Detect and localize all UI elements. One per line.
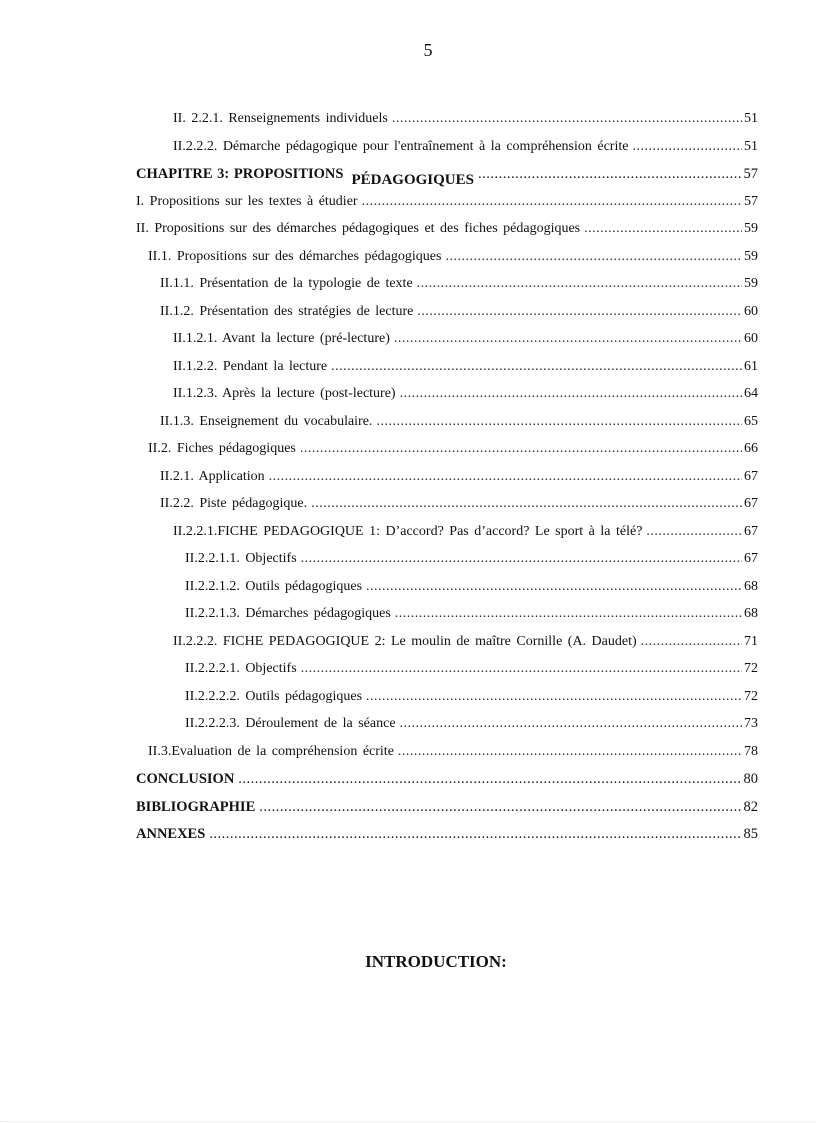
- toc-dot-leader: [646, 524, 742, 540]
- toc-dot-leader: [641, 634, 742, 650]
- toc-entry-title: II.2.2.2. Démarche pédagogique pour l'entraînement à la compréhension écrite: [173, 138, 629, 154]
- toc-entry: [136, 304, 758, 332]
- toc-entry: [136, 744, 758, 772]
- toc-entry-title: II.1.1. Présentation de la typologie de texte: [160, 276, 413, 291]
- toc-entry-page-number: 59: [744, 276, 758, 291]
- toc-entry: [136, 469, 758, 497]
- toc-entry-title: CHAPITRE 3: PROPOSITIONS: [136, 166, 344, 182]
- toc-dot-leader: [362, 194, 742, 210]
- toc-dot-leader: [417, 304, 742, 320]
- toc-entry: [136, 194, 758, 222]
- toc-dot-leader: [300, 441, 742, 457]
- toc-entry-page-number: 60: [744, 331, 758, 346]
- page-number: 5: [423, 40, 433, 60]
- toc-dot-leader: [395, 606, 742, 622]
- toc-entry: [136, 359, 758, 387]
- toc-dot-leader: [398, 744, 742, 760]
- toc-entry: [136, 496, 758, 524]
- toc-entry: [136, 441, 758, 469]
- toc-entry: [136, 139, 758, 167]
- toc-entry: [136, 634, 758, 662]
- toc-entry-page-number: 57: [744, 193, 758, 209]
- toc-entry: [136, 661, 758, 689]
- toc-dot-leader: [366, 579, 742, 595]
- toc-dot-leader: [209, 826, 741, 843]
- toc-entry-page-number: 80: [743, 771, 758, 787]
- toc-entry-page-number: 59: [744, 221, 758, 236]
- toc-entry-title: II.2.2.1.3. Démarches pédagogiques: [185, 606, 391, 621]
- toc-entry: [136, 386, 758, 414]
- toc-entry: [136, 276, 758, 304]
- toc-dot-leader: [400, 386, 742, 402]
- toc-entry-title: II. 2.2.1. Renseignements individuels: [173, 111, 388, 126]
- toc-entry-page-number: 59: [744, 248, 758, 264]
- toc-dot-leader: [394, 331, 742, 347]
- toc-dot-leader: [269, 469, 742, 485]
- toc-entry-title: II.1.2. Présentation des stratégies de lecture: [160, 303, 414, 319]
- toc-entry-page-number: 51: [744, 138, 758, 154]
- toc-entry-title: II.1.2.2. Pendant la lecture: [173, 358, 328, 374]
- toc-entry-title: II.2.2.1.2. Outils pédagogiques: [185, 578, 363, 594]
- toc-entry-title: II.1.3. Enseignement du vocabulaire.: [160, 413, 373, 429]
- toc-entry-title: II.1.2.3. Après la lecture (post-lecture): [173, 386, 396, 401]
- toc-entry-title: II.2.2.1.FICHE PEDAGOGIQUE 1: D’accord? Pas d’accord? Le sport à la télé?: [173, 523, 643, 539]
- toc-entry-title: II. Propositions sur des démarches pédagogiques et des fiches pédagogiques: [136, 221, 581, 236]
- toc-entry-page-number: 72: [744, 688, 758, 704]
- toc-dot-leader: [301, 661, 742, 677]
- toc-entry: [136, 249, 758, 277]
- toc-entry-title: I. Propositions sur les textes à étudier: [136, 193, 358, 209]
- toc-dot-leader: [331, 359, 742, 375]
- toc-entry: [136, 111, 758, 139]
- toc-dot-leader: [445, 249, 742, 265]
- toc-entry-title: II.2.2. Piste pédagogique.: [160, 496, 308, 511]
- toc-entry-page-number: 68: [744, 606, 758, 621]
- toc-entry-page-number: 51: [744, 111, 758, 126]
- toc-entry: [136, 606, 758, 634]
- toc-entry: [136, 331, 758, 359]
- toc-entry-page-number: 82: [743, 798, 758, 815]
- page-bottom-divider: [0, 1121, 816, 1122]
- toc-entry-title: II.2.2.1.1. Objectifs: [185, 551, 297, 566]
- toc-entry-page-number: 60: [744, 303, 758, 319]
- toc-entry: [136, 579, 758, 607]
- toc-entry-title: ANNEXES: [136, 826, 206, 842]
- toc-entry-page-number: 67: [744, 523, 758, 539]
- toc-entry-page-number: 66: [744, 441, 758, 456]
- toc-entry-page-number: 71: [744, 633, 758, 649]
- toc-entry: [136, 826, 758, 854]
- toc-entry: [136, 166, 758, 194]
- toc-entry-page-number: 78: [744, 743, 758, 759]
- toc-entry-page-number: 67: [744, 551, 758, 566]
- toc-entry-page-number: 85: [743, 826, 758, 842]
- toc-dot-leader: [376, 414, 742, 430]
- toc-entry-title: II.2.2.2.1. Objectifs: [185, 661, 297, 676]
- toc-dot-leader: [311, 496, 742, 512]
- toc-entry: [136, 414, 758, 442]
- toc-dot-leader: [259, 799, 741, 816]
- toc-dot-leader: [478, 166, 742, 183]
- toc-entry-title: II.1.2.1. Avant la lecture (pré-lecture): [173, 331, 390, 346]
- toc-dot-leader: [632, 139, 742, 155]
- toc-dot-leader: [238, 771, 741, 788]
- toc-dot-leader: [392, 111, 742, 127]
- toc-entry-title-continuation: PÉDAGOGIQUES: [351, 172, 474, 188]
- toc-dot-leader: [366, 689, 742, 705]
- toc-entry-title: II.2.2.2.2. Outils pédagogiques: [185, 688, 363, 704]
- toc-entry: [136, 221, 758, 249]
- toc-entry-title: CONCLUSION: [136, 771, 235, 787]
- toc-entry-title: II.2.2.2.3. Déroulement de la séance: [185, 716, 396, 731]
- toc-entry: [136, 524, 758, 552]
- toc-entry-title: II.2.2.2. FICHE PEDAGOGIQUE 2: Le moulin de maître Cornille (A. Daudet): [173, 633, 637, 649]
- toc-entry-title: BIBLIOGRAPHIE: [136, 798, 256, 815]
- toc-entry: [136, 716, 758, 744]
- table-of-contents: [136, 111, 758, 854]
- toc-entry-page-number: 67: [744, 468, 758, 484]
- toc-dot-leader: [400, 716, 742, 732]
- toc-entry-title: II.2. Fiches pédagogiques: [148, 441, 296, 456]
- toc-entry-page-number: 73: [744, 716, 758, 731]
- toc-dot-leader: [301, 551, 742, 567]
- toc-entry-page-number: 64: [744, 386, 758, 401]
- introduction-heading: INTRODUCTION:: [365, 952, 507, 971]
- toc-entry-page-number: 68: [744, 578, 758, 594]
- toc-entry: [136, 799, 758, 827]
- toc-entry-title: II.2.1. Application: [160, 468, 265, 484]
- toc-entry-page-number: 72: [744, 661, 758, 676]
- toc-entry-title: II.1. Propositions sur des démarches pédagogiques: [148, 248, 442, 264]
- toc-dot-leader: [417, 276, 742, 292]
- toc-entry-page-number: 61: [744, 358, 758, 374]
- toc-entry-page-number: 65: [744, 413, 758, 429]
- toc-entry-page-number: 67: [744, 496, 758, 511]
- toc-entry: [136, 771, 758, 799]
- toc-entry: [136, 551, 758, 579]
- toc-entry-title: II.3.Evaluation de la compréhension écrite: [148, 743, 394, 759]
- toc-entry: [136, 689, 758, 717]
- toc-entry-page-number: 57: [743, 166, 758, 182]
- toc-dot-leader: [584, 221, 742, 237]
